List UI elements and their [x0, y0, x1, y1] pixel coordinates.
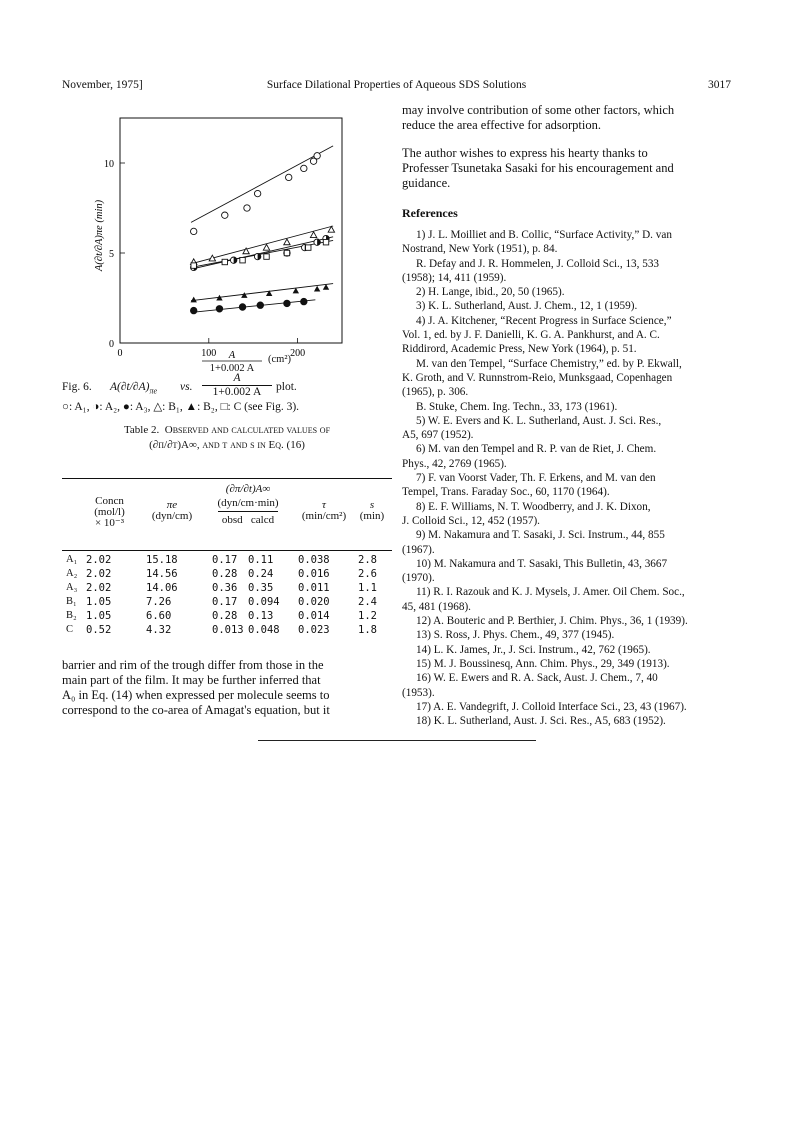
reference-line: 6) M. van den Tempel and R. P. van de Riet, J. Chem.: [416, 443, 657, 456]
reference-line: 8) E. F. Williams, N. T. Woodberry, and J. K. Dixon,: [416, 500, 651, 513]
reference-line: Nostrand, New York (1951), p. 84.: [402, 243, 558, 256]
reference-line: 14) L. K. James, Jr., J. Sci. Instrum., 42, 762 (1965).: [416, 643, 651, 656]
data-point: [314, 286, 320, 292]
data-point: [191, 228, 197, 234]
reference-line: 9) M. Nakamura and T. Sasaki, J. Sci. Instrum., 44, 855: [416, 529, 665, 542]
right-body-line: Professer Tsunetaka Sasaki for his encouragement and: [402, 161, 674, 175]
data-point: [191, 263, 196, 268]
data-point: [263, 244, 269, 250]
data-point: [323, 239, 328, 244]
cell-label: A₃: [66, 582, 78, 593]
cell-tau: 0.023: [298, 624, 330, 636]
reference-line: (1965), p. 306.: [402, 386, 469, 399]
right-body-text-1: [402, 103, 732, 133]
right-body-text-2: [402, 146, 732, 191]
cell-concn: 1.05: [86, 610, 112, 622]
col-header-obsd: obsd: [221, 514, 243, 526]
x-tick-label: 0: [117, 348, 123, 359]
cell-label: B₁: [66, 596, 77, 607]
reference-line: 7) F. van Voorst Vader, Th. F. Erkens, and M. van den: [416, 472, 656, 485]
data-point: [257, 302, 263, 308]
table-row: [62, 582, 392, 596]
data-point: [209, 255, 215, 261]
col-header-s: s (min): [359, 499, 385, 522]
data-point: [254, 190, 260, 196]
y-tick-label: 0: [109, 339, 114, 350]
cell-s: 1.1: [358, 582, 377, 594]
left-body-text: [62, 658, 392, 718]
reference-line: Phys., 42, 2769 (1965).: [402, 457, 507, 470]
right-body-line: guidance.: [402, 176, 451, 190]
cell-concn: 2.02: [86, 568, 112, 580]
reference-line: 13) S. Ross, J. Phys. Chem., 49, 377 (1945).: [416, 629, 615, 642]
y-axis-label: A(∂t/∂A)πe (min): [94, 199, 105, 272]
reference-line: Vol. 1, ed. by J. F. Danielli, K. G. A. Pankhurst, and A. C.: [402, 329, 660, 342]
table-top-rule: [62, 478, 392, 479]
cell-calcd: 0.35: [248, 582, 274, 594]
cell-pi: 14.06: [146, 582, 178, 594]
fit-line: [191, 146, 333, 223]
cell-pi: 4.32: [146, 624, 172, 636]
x-axis-label-denominator: 1+0.002 A: [209, 363, 255, 374]
caption-frac-den: 1+0.002 A: [212, 386, 262, 398]
cell-obsd: 0.17: [212, 554, 238, 566]
fit-line: [191, 284, 333, 301]
table-title-line2: (∂π/∂t)A∞, and τ and s in Eq. (16): [149, 439, 305, 451]
reference-line: 4) J. A. Kitchener, “Recent Progress in Surface Science,”: [416, 314, 672, 327]
data-point: [306, 245, 311, 250]
table-row: [62, 596, 392, 610]
table-row: [62, 554, 392, 568]
reference-line: Tempel, Trans. Faraday Soc., 60, 1170 (1964).: [402, 486, 610, 499]
cell-pi: 7.26: [146, 596, 172, 608]
data-point: [222, 259, 227, 264]
reference-line: (1953).: [402, 686, 435, 699]
cell-calcd: 0.11: [248, 554, 274, 566]
data-point: [222, 212, 228, 218]
left-body-line: barrier and rim of the trough differ from those in the: [62, 658, 324, 672]
figure-6: [60, 110, 360, 374]
cell-calcd: 0.24: [248, 568, 274, 580]
table-row: [62, 568, 392, 582]
cell-pi: 14.56: [146, 568, 178, 580]
reference-line: 2) H. Lange, ibid., 20, 50 (1965).: [416, 286, 565, 299]
reference-line: 16) W. E. Ewers and R. A. Sack, Aust. J. Chem., 7, 40: [416, 672, 658, 685]
data-point: [284, 300, 290, 306]
right-body-line: may involve contribution of some other factors, which: [402, 103, 675, 117]
cell-obsd: 0.36: [212, 582, 238, 594]
reference-line: 1) J. L. Moilliet and B. Collic, “Surface Activity,” D. van: [416, 229, 672, 241]
cell-s: 1.2: [358, 610, 377, 622]
reference-line: 10) M. Nakamura and T. Sasaki, This Bulletin, 43, 3667: [416, 557, 668, 570]
table-row: [62, 624, 392, 638]
cell-s: 2.4: [358, 596, 377, 608]
table-row: [62, 610, 392, 624]
caption-expr: $A(\partial t/\partial A)_{\pi e}$: [110, 381, 158, 396]
col-header-tau: τ (min/cm²): [301, 499, 347, 522]
reference-line: (1967).: [402, 543, 435, 556]
left-body-line: A₀ in Eq. (14) when expressed per molecule seems to: [62, 688, 330, 702]
cell-s: 2.8: [358, 554, 377, 566]
cell-obsd: 0.28: [212, 610, 238, 622]
references-list: [402, 228, 732, 728]
cell-obsd: 0.17: [212, 596, 238, 608]
data-point: [191, 307, 197, 313]
reference-line: 18) K. L. Sutherland, Aust. J. Sci. Res., A5, 683 (1952).: [416, 715, 666, 728]
reference-line: 12) A. Bouteric and P. Berthier, J. Chim. Phys., 36, 1 (1939).: [416, 615, 688, 628]
cell-tau: 0.011: [298, 582, 330, 594]
data-point: [301, 298, 307, 304]
cell-calcd: 0.13: [248, 610, 274, 622]
cell-concn: 1.05: [86, 596, 112, 608]
cell-label: B₂: [66, 610, 77, 621]
caption-frac-num: A: [202, 372, 272, 386]
reference-line: K. Groth, and V. Runnstrom-Reio, Munksgaad, Copenhagen: [402, 371, 673, 384]
data-point: [286, 174, 292, 180]
data-point: [191, 297, 197, 303]
left-body-line: main part of the film. It may be further inferred that: [62, 673, 321, 687]
reference-line: (1958); 14, 411 (1959).: [402, 271, 507, 284]
data-point: [284, 250, 289, 255]
cell-concn: 2.02: [86, 582, 112, 594]
data-point: [244, 205, 250, 211]
col-header-concn: Concn (mol/l) × 10⁻³: [94, 495, 125, 529]
caption-vs: vs.: [180, 381, 193, 393]
reference-line: 3) K. L. Sutherland, Aust. J. Chem., 12, 1 (1959).: [416, 300, 638, 313]
reference-line: A5, 697 (1952).: [402, 429, 474, 442]
y-tick-label: 10: [104, 159, 114, 170]
table-number: Table 2.: [123, 424, 160, 436]
cell-obsd: 0.28: [212, 568, 238, 580]
reference-line: J. Colloid Sci., 12, 452 (1957).: [402, 514, 540, 527]
references-heading: References: [402, 206, 458, 220]
reference-line: 15) M. J. Boussinesq, Ann. Chim. Phys., 29, 349 (1913).: [416, 657, 670, 670]
cell-obsd: 0.013: [212, 624, 244, 636]
x-axis-label-numerator: A: [228, 350, 236, 361]
right-body-line: The author wishes to express his hearty thanks to: [402, 146, 648, 160]
cell-tau: 0.014: [298, 610, 330, 622]
cell-concn: 0.52: [86, 624, 112, 636]
x-tick-label: 200: [290, 348, 306, 359]
reference-line: 17) A. E. Vandegrift, J. Colloid Interface Sci., 23, 43 (1967).: [416, 700, 687, 713]
data-point: [314, 153, 320, 159]
plot-frame: [120, 118, 342, 343]
reference-line: R. Defay and J. R. Hommelen, J. Colloid Sci., 13, 533: [416, 257, 660, 270]
fit-line: [191, 300, 315, 313]
fit-line: [191, 237, 333, 269]
reference-line: 5) W. E. Evers and K. L. Sutherland, Aust. J. Sci. Res.,: [416, 414, 662, 427]
figure-caption: [62, 372, 392, 415]
table-title: [62, 423, 392, 453]
caption-fig-label: Fig. 6.: [62, 381, 92, 393]
y-tick-label: 5: [109, 249, 114, 260]
data-point: [240, 257, 245, 262]
x-axis-label-unit: (cm²): [268, 354, 291, 365]
cell-calcd: 0.048: [248, 624, 280, 636]
col-header-pi: πe (dyn/cm): [151, 499, 193, 522]
reference-line: M. van den Tempel, “Surface Chemistry,” ed. by P. Ekwall,: [416, 357, 682, 370]
data-point: [301, 165, 307, 171]
running-header-date: November, 1975]: [62, 79, 143, 91]
cell-label: A₂: [66, 568, 78, 579]
running-header-title: Surface Dilational Properties of Aqueous SDS Solutions: [266, 79, 527, 91]
scatter-plot: [60, 110, 360, 365]
cell-label: C: [66, 624, 74, 635]
table-header-rule: [62, 550, 392, 551]
reference-line: 45, 481 (1968).: [402, 600, 471, 613]
cell-pi: 6.60: [146, 610, 172, 622]
cell-tau: 0.038: [298, 554, 330, 566]
cell-concn: 2.02: [86, 554, 112, 566]
end-rule: [258, 740, 536, 741]
data-point: [216, 306, 222, 312]
cell-tau: 0.016: [298, 568, 330, 580]
reference-line: (1970).: [402, 572, 435, 585]
data-point: [264, 254, 269, 259]
cell-calcd: 0.094: [248, 596, 280, 608]
table-title-text: Observed and calculated values of: [164, 424, 331, 436]
reference-line: B. Stuke, Chem. Ing. Techn., 33, 173 (1961).: [416, 400, 618, 413]
reference-line: Riddirord, Academic Press, New York (1964), p. 51.: [402, 343, 637, 356]
cell-s: 2.6: [358, 568, 377, 580]
col-header-dpi: (∂π/∂t)A∞ (dyn/cm·min) obsd calcd: [217, 483, 279, 526]
x-tick-label: 100: [201, 348, 217, 359]
right-body-line: reduce the area effective for adsorption.: [402, 118, 601, 132]
data-point: [310, 232, 316, 238]
cell-pi: 15.18: [146, 554, 178, 566]
reference-line: 11) R. I. Razouk and K. J. Mysels, J. Amer. Oil Chem. Soc.,: [416, 586, 685, 599]
col-header-calcd: calcd: [250, 514, 275, 526]
page-number: 3017: [708, 79, 731, 91]
cell-tau: 0.020: [298, 596, 330, 608]
data-point: [239, 304, 245, 310]
caption-plot: plot.: [276, 381, 297, 393]
data-point: [284, 239, 290, 245]
cell-label: A₁: [66, 554, 78, 565]
caption-legend: ○: A₁, ◑: A₂, ●: A₃, △: B₁, ▲: B₂, □: C (see Fig. 3).: [62, 401, 300, 413]
cell-s: 1.8: [358, 624, 377, 636]
left-body-line: correspond to the co-area of Amagat's equation, but it: [62, 703, 330, 717]
